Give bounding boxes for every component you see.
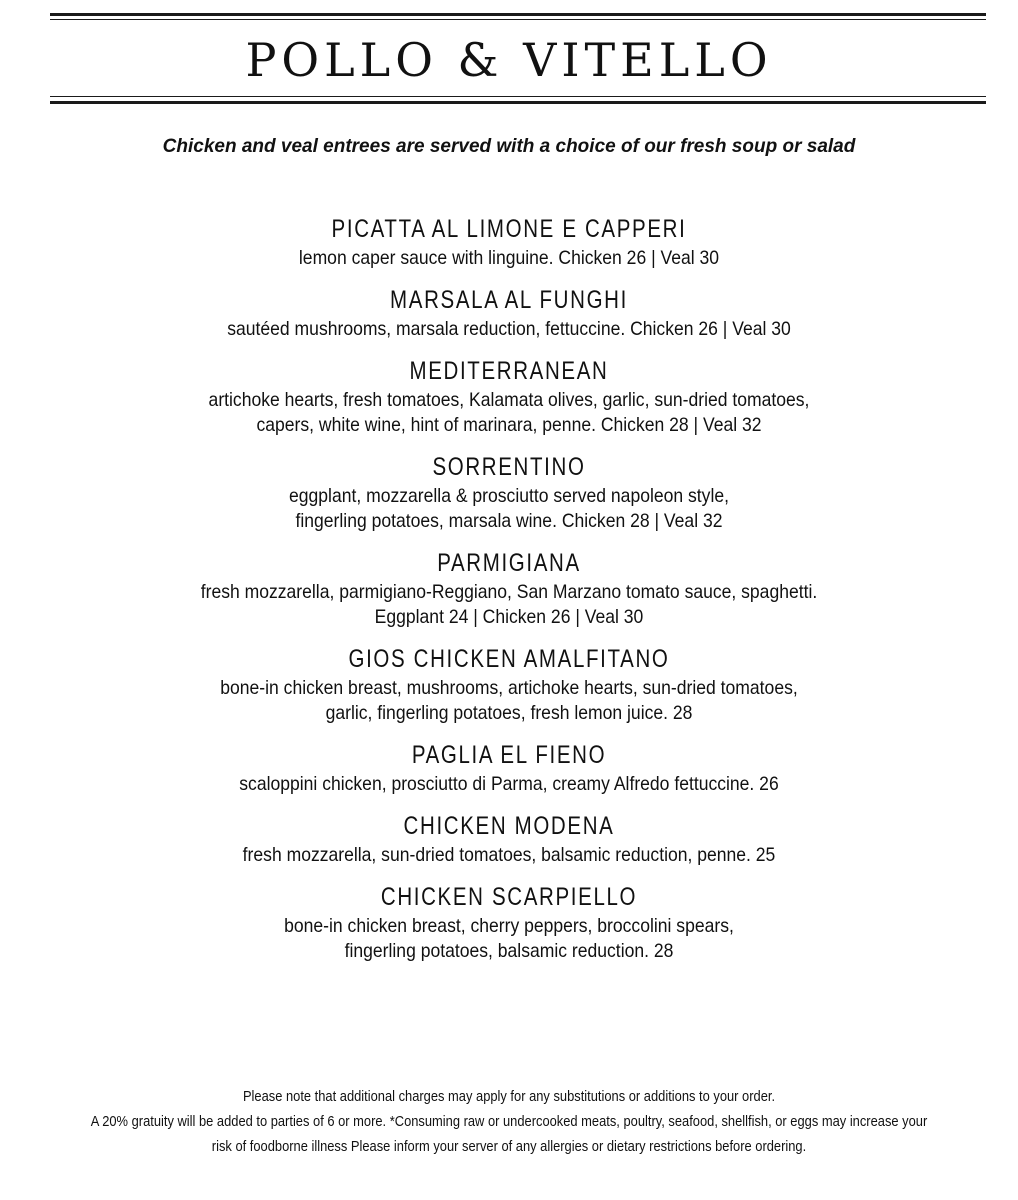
menu-item-modena [0, 809, 1018, 868]
menu-item-parmigiana [0, 546, 1018, 630]
menu-item-sorrentino [0, 450, 1018, 534]
footer-line: Please note that additional charges may apply for any substitutions or additions to your order. [242, 1088, 776, 1105]
item-name: PAGLIA EL FIENO [411, 741, 607, 769]
item-description: fresh mozzarella, parmigiano-Reggiano, San Marzano tomato sauce, spaghetti. [200, 581, 818, 603]
item-name: GIOS CHICKEN AMALFITANO [348, 645, 670, 673]
top-rule-thin [50, 19, 986, 20]
item-description: Eggplant 24 | Chicken 26 | Veal 30 [374, 606, 644, 628]
menu-subtitle: Chicken and veal entrees are served with a choice of our fresh soup or salad [162, 136, 856, 157]
item-name: CHICKEN MODENA [403, 812, 615, 840]
menu-item-paglia [0, 738, 1018, 797]
item-name: SORRENTINO [432, 453, 586, 481]
menu-item-picatta [0, 212, 1018, 271]
footer-line: risk of foodborne illness Please inform your server of any allergies or dietary restrictions before ordering. [211, 1138, 807, 1155]
footer-line: A 20% gratuity will be added to parties of 6 or more. *Consuming raw or undercooked meats, poultry, seafood, shellfish, or eggs may increase your [90, 1113, 928, 1130]
menu-item-scarpiello [0, 880, 1018, 964]
bottom-rule-thin [50, 96, 986, 97]
menu-item-mediterranean [0, 354, 1018, 438]
item-name: MARSALA AL FUNGHI [390, 286, 628, 314]
menu-items [0, 212, 1018, 976]
menu-item-amalfitano [0, 642, 1018, 726]
bottom-rule-thick [50, 101, 986, 104]
item-description: bone-in chicken breast, mushrooms, artichoke hearts, sun-dried tomatoes, [220, 677, 798, 699]
footer-notes [0, 1084, 1018, 1159]
item-description: artichoke hearts, fresh tomatoes, Kalamata olives, garlic, sun-dried tomatoes, [208, 389, 810, 411]
item-name: PICATTA AL LIMONE E CAPPERI [331, 215, 687, 243]
item-description: capers, white wine, hint of marinara, penne. Chicken 28 | Veal 32 [256, 414, 762, 436]
item-description: fingerling potatoes, balsamic reduction. 28 [344, 940, 674, 962]
item-name: CHICKEN SCARPIELLO [380, 883, 638, 911]
menu-item-marsala [0, 283, 1018, 342]
item-name: PARMIGIANA [437, 549, 581, 577]
item-description: eggplant, mozzarella & prosciutto served napoleon style, [289, 485, 729, 507]
item-description: fingerling potatoes, marsala wine. Chicken 28 | Veal 32 [295, 510, 723, 532]
item-description: lemon caper sauce with linguine. Chicken 26 | Veal 30 [298, 247, 720, 269]
top-rule-thick [50, 13, 986, 16]
item-description: scaloppini chicken, prosciutto di Parma, creamy Alfredo fettuccine. 26 [239, 773, 779, 795]
item-description: garlic, fingerling potatoes, fresh lemon juice. 28 [325, 702, 693, 724]
item-name: MEDITERRANEAN [409, 357, 609, 385]
page-title: POLLO & VITELLO [245, 33, 773, 87]
item-description: bone-in chicken breast, cherry peppers, broccolini spears, [284, 915, 734, 937]
item-description: sautéed mushrooms, marsala reduction, fettuccine. Chicken 26 | Veal 30 [227, 318, 791, 340]
item-description: fresh mozzarella, sun-dried tomatoes, balsamic reduction, penne. 25 [242, 844, 776, 866]
